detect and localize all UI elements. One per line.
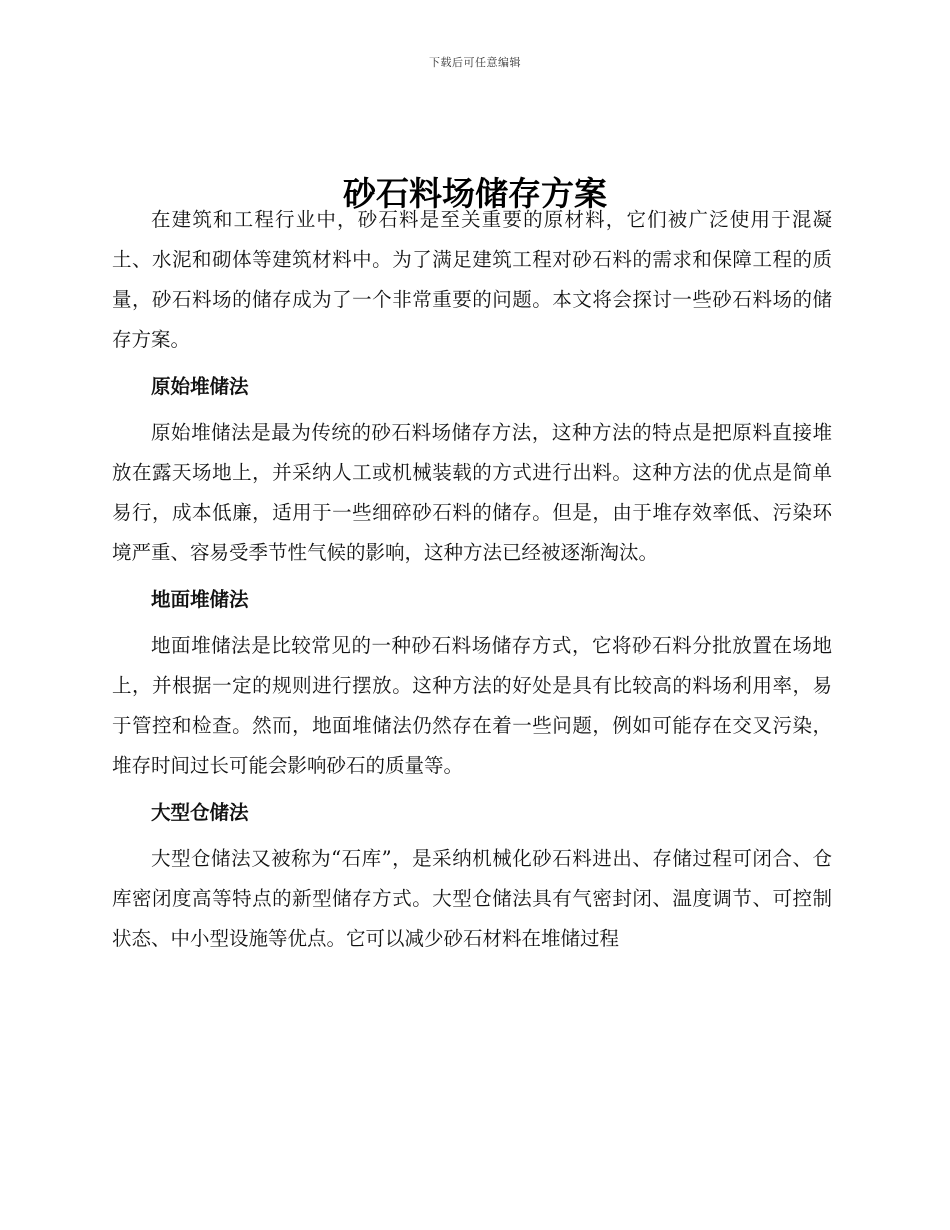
section-heading-primitive-stacking: 原始堆储法 (151, 375, 249, 398)
page-header-note: 下载后可任意编辑 (429, 56, 521, 69)
section-body-large-warehouse: 大型仓储法又被称为“石库”，是采纳机械化砂石料进出、存储过程可闭合、仓库密闭度高等特点的新型储存方式。大型仓储法具有气密封闭、温度调节、可控制状态、中小型设施等优点。它可以减少砂石材料在堆储过程 (112, 847, 832, 950)
intro-paragraph: 在建筑和工程行业中，砂石料是至关重要的原材料，它们被广泛使用于混凝土、水泥和砌体等建筑材料中。为了满足建筑工程对砂石料的需求和保障工程的质量，砂石料场的储存成为了一个非常重要的问题。本文将会探讨一些砂石料场的储存方案。 (112, 208, 832, 351)
section-heading-ground-stacking: 地面堆储法 (151, 588, 249, 611)
section-body-primitive-stacking: 原始堆储法是最为传统的砂石料场储存方法，这种方法的特点是把原料直接堆放在露天场地上，并采纳人工或机械装载的方式进行出料。这种方法的优点是简单易行，成本低廉，适用于一些细碎砂石料的储存。但是，由于堆存效率低、污染环境严重、容易受季节性气候的影响，这种方法已经被逐渐淘汰。 (112, 421, 832, 564)
document-title: 砂石料场储存方案 (343, 174, 607, 214)
document-body (112, 200, 832, 959)
section-body-ground-stacking: 地面堆储法是比较常见的一种砂石料场储存方式，它将砂石料分批放置在场地上，并根据一定的规则进行摆放。这种方法的好处是具有比较高的料场利用率，易于管控和检查。然而，地面堆储法仍然存在着一些问题，例如可能存在交叉污染，堆存时间过长可能会影响砂石的质量等。 (112, 634, 832, 777)
section-heading-large-warehouse: 大型仓储法 (151, 801, 249, 824)
